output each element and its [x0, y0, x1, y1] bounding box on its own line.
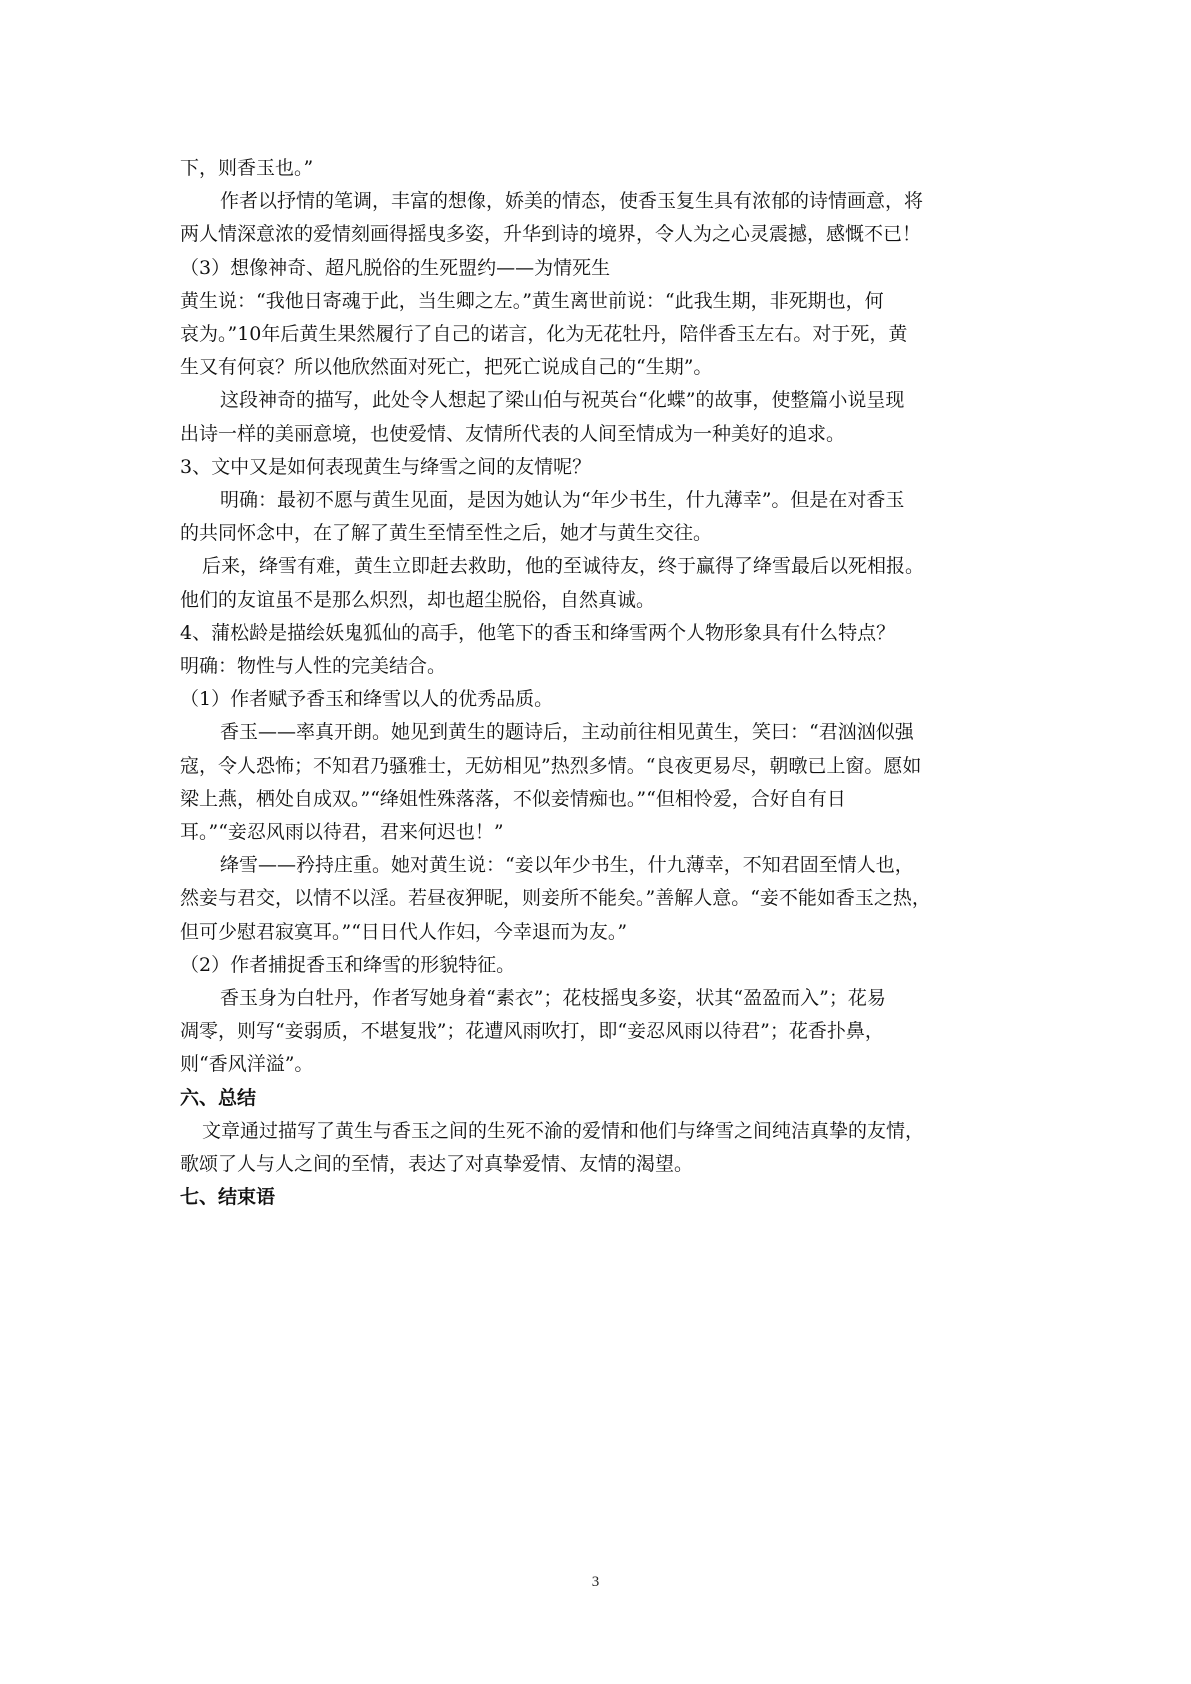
- paragraph-line: 香玉——率真开朗。她见到黄生的题诗后，主动前往相见黄生，笑曰：“君汹汹似强: [220, 721, 914, 744]
- paragraph-line: 这段神奇的描写，此处令人想起了梁山伯与祝英台“化蝶”的故事，使整篇小说呈现: [220, 389, 905, 412]
- paragraph-line: 出诗一样的美丽意境，也使爱情、友情所代表的人间至情成为一种美好的追求。: [180, 422, 846, 445]
- paragraph-line: 凋零，则写“妾弱质，不堪复戕”；花遭风雨吹打，即“妾忍风雨以待君”；花香扑鼻，: [180, 1020, 884, 1043]
- paragraph-line: 然妾与君交，以情不以淫。若昼夜狎昵，则妾所不能矣。”善解人意。“妾不能如香玉之热，: [180, 887, 931, 910]
- paragraph-line: 他们的友谊虽不是那么炽烈，却也超尘脱俗，自然真诚。: [180, 588, 656, 611]
- subheading: （2）作者捕捉香玉和绛雪的形貌特征。: [180, 953, 516, 976]
- paragraph-line: 则“香风洋溢”。: [180, 1053, 314, 1076]
- paragraph-line: 梁上燕，栖处自成双。”“绛姐性殊落落，不似妾情痴也。”“但相怜爱，合好自有日: [180, 787, 846, 810]
- paragraph-line: 歌颂了人与人之间的至情，表达了对真挚爱情、友情的渴望。: [180, 1153, 694, 1176]
- subheading: （1）作者赋予香玉和绛雪以人的优秀品质。: [180, 688, 554, 711]
- paragraph-line: 耳。”“妾忍风雨以待君，君来何迟也！”: [180, 821, 504, 844]
- paragraph-line: 两人情深意浓的爱情刻画得摇曳多姿，升华到诗的境界，令人为之心灵震撼，感慨不已！: [180, 223, 922, 246]
- paragraph-line: 但可少慰君寂寞耳。”“日日代人作妇，今幸退而为友。”: [180, 920, 628, 943]
- question-line: 4、蒲松龄是描绘妖鬼狐仙的高手，他笔下的香玉和绛雪两个人物形象具有什么特点？: [180, 621, 896, 644]
- section-heading-summary: 六、总结: [180, 1086, 257, 1109]
- paragraph-line: 后来，绛雪有难，黄生立即赶去救助，他的至诚待友，终于赢得了绛雪最后以死相报。: [202, 555, 925, 578]
- document-body: [180, 152, 1020, 1215]
- paragraph-line: 寇，令人恐怖；不知君乃骚雅士，无妨相见”热烈多情。“良夜更易尽，朝暾已上窗。愿如: [180, 754, 922, 777]
- paragraph-line: 绛雪——矜持庄重。她对黄生说：“妾以年少书生，什九薄幸，不知君固至情人也，: [220, 854, 914, 877]
- paragraph-line: 生又有何哀？所以他欣然面对死亡，把死亡说成自己的“生期”。: [180, 356, 713, 379]
- page-number: 3: [591, 1574, 600, 1590]
- question-line: 3、文中又是如何表现黄生与绛雪之间的友情呢？: [180, 455, 592, 478]
- section-heading-conclusion: 七、结束语: [180, 1186, 276, 1209]
- paragraph-line: 作者以抒情的笔调，丰富的想像，娇美的情态，使香玉复生具有浓郁的诗情画意，将: [220, 190, 924, 213]
- paragraph-line: 的共同怀念中，在了解了黄生至情至性之后，她才与黄生交往。: [180, 522, 713, 545]
- paragraph-line: 下，则香玉也。”: [180, 157, 314, 179]
- paragraph-line: 黄生说：“我他日寄魂于此，当生卿之左。”黄生离世前说：“此我生期，非死期也，何: [180, 289, 884, 312]
- paragraph-line: 香玉身为白牡丹，作者写她身着“素衣”；花枝摇曳多姿，状其“盈盈而入”；花易: [220, 987, 886, 1010]
- subheading: （3）想像神奇、超凡脱俗的生死盟约——为情死生: [180, 256, 611, 279]
- paragraph-line: 明确：最初不愿与黄生见面，是因为她认为“年少书生，什九薄幸”。但是在对香玉: [220, 489, 905, 512]
- paragraph-line: 明确：物性与人性的完美结合。: [180, 655, 447, 678]
- paragraph-line: 文章通过描写了黄生与香玉之间的生死不渝的爱情和他们与绛雪之间纯洁真挚的友情，: [202, 1119, 925, 1142]
- paragraph-line: 哀为。”10年后黄生果然履行了自己的诺言，化为无花牡丹，陪伴香玉左右。对于死，黄: [180, 323, 908, 346]
